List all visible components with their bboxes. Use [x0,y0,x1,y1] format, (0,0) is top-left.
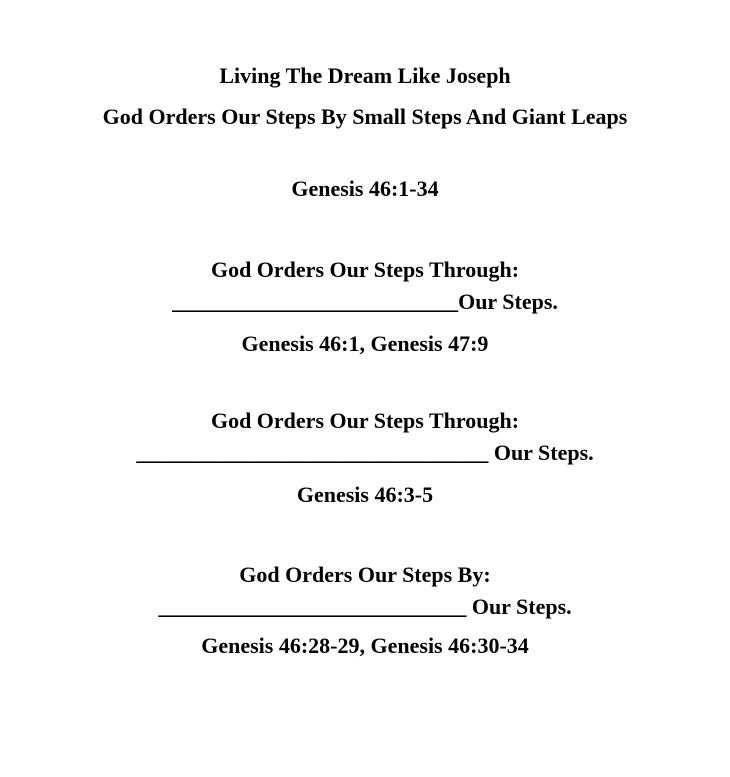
section-2-fill-line [0,439,730,467]
section-1-suffix: Our Steps. [458,289,558,314]
section-1-blank: __________________________ [172,289,459,314]
section-3-blank: ____________________________ [158,594,467,619]
main-scripture-reference: Genesis 46:1-34 [291,176,439,201]
page-title: Living The Dream Like Joseph [219,63,511,88]
section-3-suffix: Our Steps. [466,594,572,619]
section-2-blank: ________________________________ [136,440,489,465]
section-2-suffix: Our Steps. [488,440,594,465]
section-1-reference: Genesis 46:1, Genesis 47:9 [241,331,489,356]
section-3-reference: Genesis 46:28-29, Genesis 46:30-34 [201,633,529,658]
page-subtitle: God Orders Our Steps By Small Steps And Giant Leaps [102,104,628,129]
section-3-heading: God Orders Our Steps By: [239,562,491,587]
section-1-fill-line [0,288,730,316]
section-3-fill-line [0,593,730,621]
section-1-heading: God Orders Our Steps Through: [210,257,520,282]
section-2-reference: Genesis 46:3-5 [296,482,434,507]
section-2-heading: God Orders Our Steps Through: [210,408,520,433]
